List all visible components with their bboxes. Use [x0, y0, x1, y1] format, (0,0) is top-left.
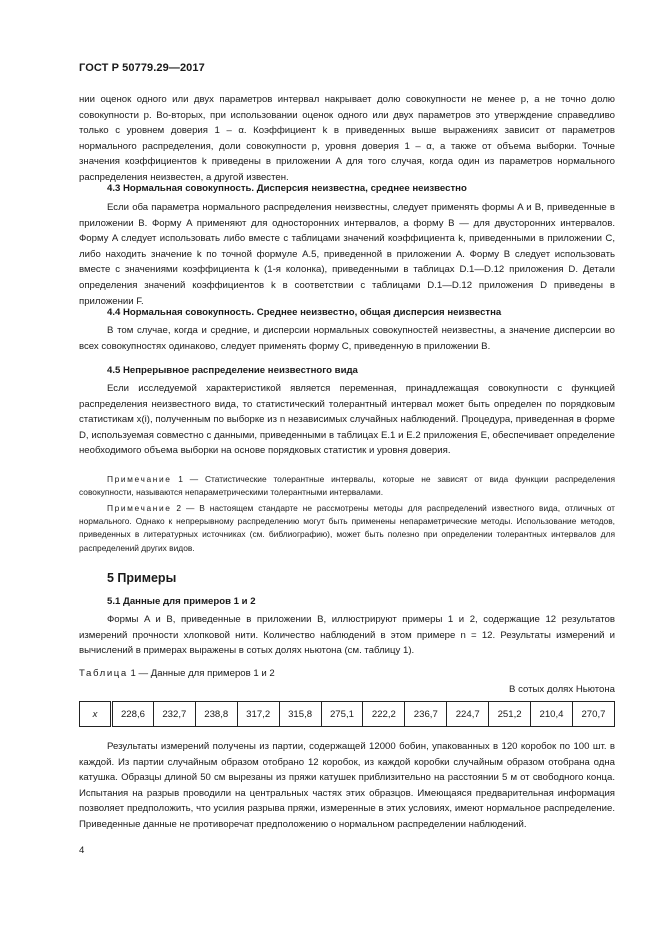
table-row: [80, 702, 615, 727]
section-4-5-text: Если исследуемой характеристикой является переменная, принадлежащая совокупности с функцией распределения неизвестного вида, то статистический толерантный интервал может быть определен по порядковым статистикам x(i), полученным по выборке из n независимых случайных наблюдений. Процедура, приведенная в форме D, используемая совместно с данными, приведенными в таблицах E.1 и E.2 приложения E, обеспечивает определение необходимого объема выборки на основе порядковых статистик и уровня доверия.: [79, 383, 615, 457]
section-5-1-body: [79, 612, 615, 659]
table-cell: 275,1: [321, 702, 363, 727]
section-4-5-body: [79, 381, 615, 459]
row-label: x: [80, 702, 112, 727]
section-4-3-heading: 4.3 Нормальная совокупность. Дисперсия неизвестна, среднее неизвестно: [107, 183, 467, 194]
section-5-heading: 5 Примеры: [107, 571, 177, 585]
data-table: [79, 701, 615, 727]
section-4-5-heading: 4.5 Непрерывное распределение неизвестного вида: [107, 365, 358, 376]
table-cell: 251,2: [489, 702, 531, 727]
section-4-4-text: В том случае, когда и средние, и дисперсии нормальных совокупностей неизвестны, а значение дисперсии во всех совокупностях одинаково, следует применять форму C, приведенную в приложении B.: [79, 325, 615, 352]
table-1-caption: [79, 668, 275, 679]
note-2: [79, 502, 615, 555]
note-2-text: 2 — В настоящем стандарте не рассмотрены методы для распределений известного вида, отличных от нормального. Однако к непрерывному распределению могут быть применены непараметрические методы. Использование методов, приведенных в литературных источниках (см. библиографию), может быть полезно при определении толерантных интервалов для распределений других видов.: [79, 503, 616, 553]
intro-paragraph: [79, 92, 615, 186]
table-cell: 315,8: [279, 702, 321, 727]
table-cell: 236,7: [405, 702, 447, 727]
section-4-3-text: Если оба параметра нормального распределения неизвестны, следует применять формы A и B, приведенные в приложении B. Форму A применяют для односторонних интервалов, а форму B — для двусторонних интервалов. Форму A следует использовать либо вместе с таблицами значений коэффициента k, приведенными в приложении C, либо находить значение k по точной формуле A.5, приведенной в приложении A. Форму B следует использовать вместе с значениями коэффициента k (1-я колонка), приведенными в таблицах D.1—D.12 приложения D. Детали определения значений коэффициентов k в соответствии с таблицами D.1—D.12 приложения D приведены в приложении F.: [79, 202, 615, 307]
table-cell: 222,2: [363, 702, 405, 727]
section-4-4-body: [79, 323, 615, 354]
table-unit-label: В сотых долях Ньютона: [509, 684, 615, 695]
table-cell: 210,4: [531, 702, 573, 727]
intro-text: нии оценок одного или двух параметров интервал накрывает долю совокупности не менее p, а не точно долю совокупности p. Во-вторых, при использовании оценок одного или двух параметров это утверждение справедливо только с уровнем доверия 1 – α. Коэффициент k в приведенных выше выражениях зависит от параметров нормального распределения, доли совокупности p, уровня доверия 1 – α, а также от объема выборки. Точные значения коэффициентов k приведены в приложении A для того случая, когда один из параметров нормального распределения неизвестен, а другой известен.: [79, 94, 615, 183]
section-5-1-text: Формы A и B, приведенные в приложении B, иллюстрируют примеры 1 и 2, содержащие 12 результатов измерений прочности хлопковой нити. Количество наблюдений в этом примере n = 12. Результаты измерений и вычислений в примерах выражены в сотых долях ньютона (см. таблицу 1).: [79, 614, 615, 657]
document-header: ГОСТ Р 50779.29—2017: [79, 62, 205, 74]
note-1: [79, 473, 615, 499]
table-cell: 232,7: [153, 702, 195, 727]
table-cell: 224,7: [447, 702, 489, 727]
note-1-label: Примечание: [107, 474, 172, 484]
section-4-4-heading: 4.4 Нормальная совокупность. Среднее неизвестно, общая дисперсия неизвестна: [107, 307, 502, 318]
results-paragraph: [79, 739, 615, 833]
table-cell: 238,8: [195, 702, 237, 727]
results-text: Результаты измерений получены из партии, содержащей 12000 бобин, упакованных в 120 коробок по 100 шт. в каждой. Из партии случайным образом отобрано 12 коробок, из каждой коробки случайным образом отобрана одна катушка. Образцы длиной 50 см вырезаны из пряжи катушек приблизительно на расстоянии 5 м от свободного конца. Испытания на разрыв проводили на центральных частях этих образцов. Имеющаяся предварительная информация позволяет предположить, что усилия разрыва пряжи, измеренные в этих условиях, имеют нормальное распределение. Приведенные данные не противоречат предположению о нормальном распределении наблюдений.: [79, 741, 615, 830]
section-5-1-heading: 5.1 Данные для примеров 1 и 2: [107, 596, 256, 607]
table-cell: 228,6: [112, 702, 154, 727]
section-4-3-body: [79, 200, 615, 309]
table-cell: 270,7: [572, 702, 614, 727]
note-2-label: Примечание: [107, 503, 172, 513]
table-cell: 317,2: [237, 702, 279, 727]
note-1-text: 1 — Статистические толерантные интервалы, которые не зависят от вида функции распределения совокупности, называются непараметрическими толерантными интервалами.: [79, 474, 616, 498]
page-number: 4: [79, 845, 85, 856]
table-caption-label: Таблица: [79, 668, 128, 679]
table-caption-text: 1 — Данные для примеров 1 и 2: [130, 668, 275, 679]
